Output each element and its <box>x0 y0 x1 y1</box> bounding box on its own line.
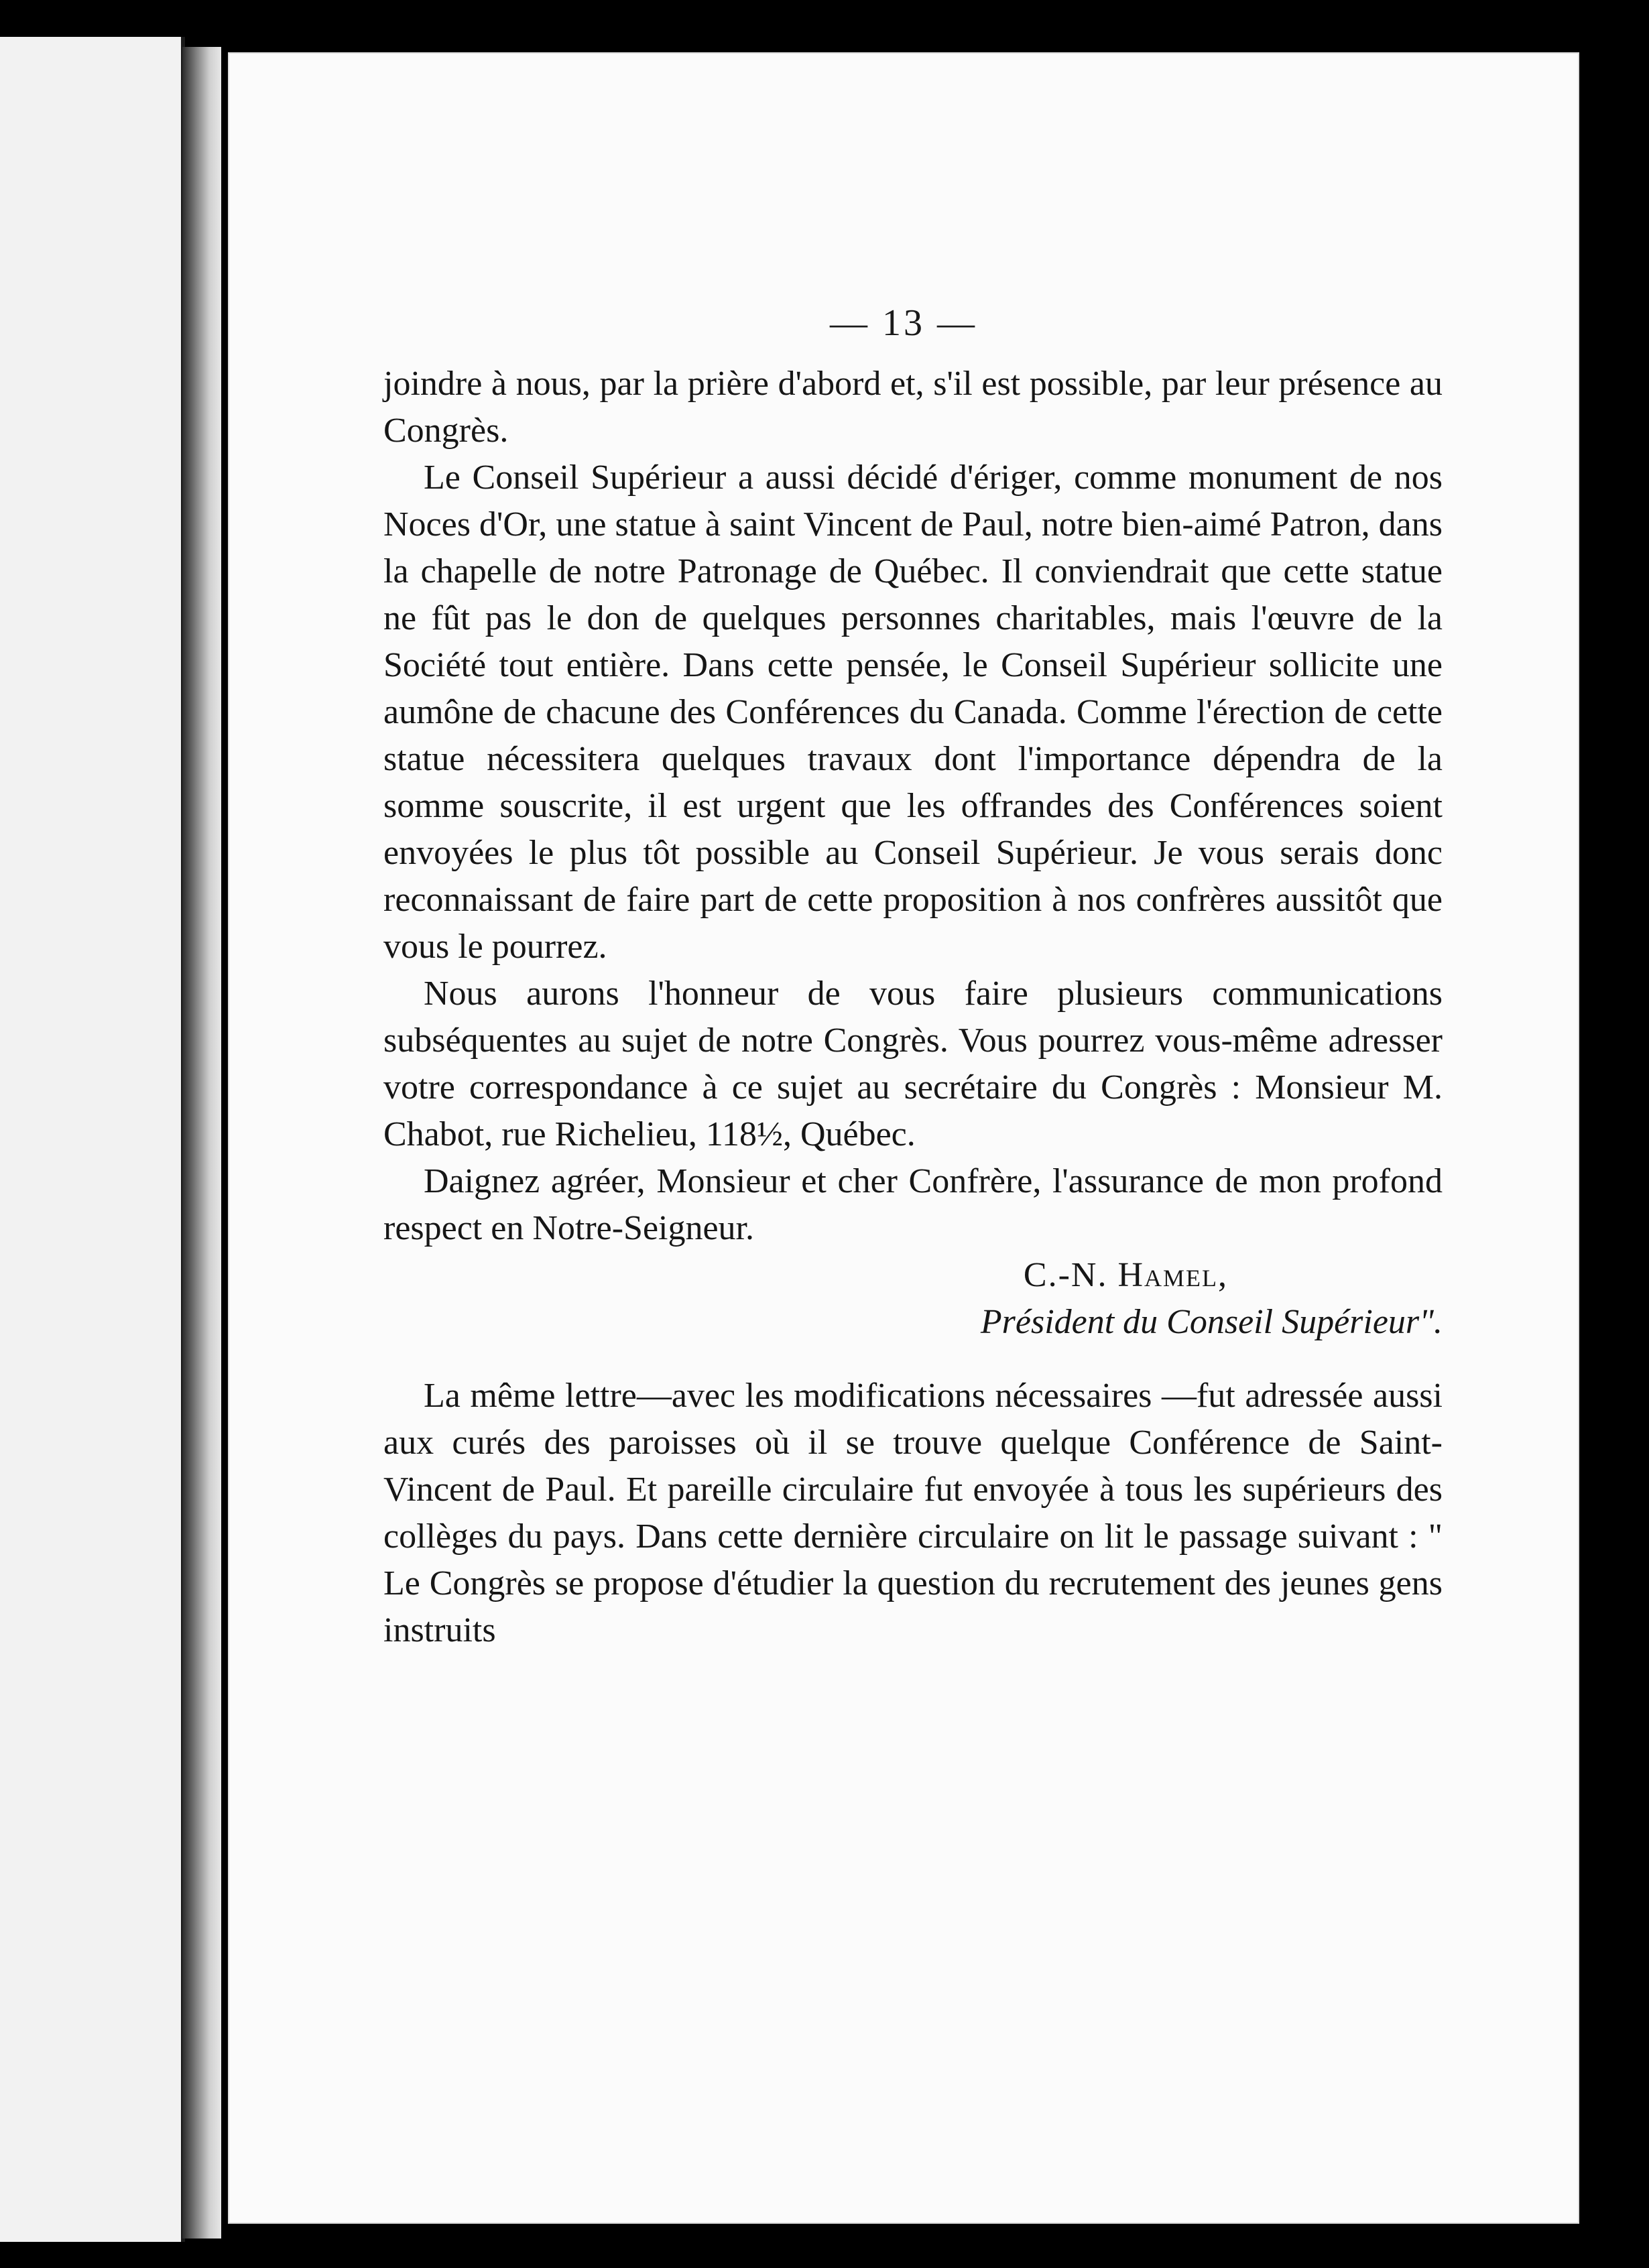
paragraph-2: Le Conseil Supérieur a aussi décidé d'ériger, comme monument de nos Noces d'Or, une statue à saint Vincent de Paul, notre bien-aimé Patron, dans la chapelle de notre Patronage de Québec. Il conviendrait que cette statue ne fût pas le don de quelques personnes charitables, mais l'œuvre de la Société tout entière. Dans cette pensée, le Conseil Supérieur sollicite une aumône de chacune des Conférences du Canada. Comme l'érection de cette statue nécessitera quelques travaux dont l'importance dépendra de la somme souscrite, il est urgent que les offrandes des Conférences soient envoyées le plus tôt possible au Conseil Supérieur. Je vous serais donc reconnaissant de faire part de cette proposition à nos confrères aussitôt que vous le pourrez. <box>383 458 1443 966</box>
paragraph-1: joindre à nous, par la prière d'abord et, s'il est possible, par leur présence au Congrès. <box>383 365 1443 450</box>
page-number: — 13 — <box>830 302 977 344</box>
previous-page-edge <box>0 37 185 2242</box>
signatory-name: C.-N. Hamel, <box>1023 1256 1228 1294</box>
paragraph-4: Daignez agréer, Monsieur et cher Confrère, l'assurance de mon profond respect en Notre-Seigneur. <box>383 1162 1443 1247</box>
book-page <box>228 52 1579 2224</box>
paragraph-3: Nous aurons l'honneur de vous faire plusieurs communications subséquentes au sujet de notre Congrès. Vous pourrez vous-même adresser votre correspondance à ce sujet au secrétaire du Congrès : Monsieur M. Chabot, rue Richelieu, 118½, Québec. <box>383 974 1443 1153</box>
signatory-title: Président du Conseil Supérieur". <box>980 1303 1443 1341</box>
page-gutter-shadow <box>182 47 221 2239</box>
closing-paragraph: La même lettre—avec les modifications nécessaires —fut adressée aussi aux curés des paroisses où il se trouve quelque Conférence de Saint-Vincent de Paul. Et pareille circulaire fut envoyée à tous les supérieurs des collèges du pays. Dans cette dernière circulaire on lit le passage suivant : " Le Congrès se propose d'étudier la question du recrutement des jeunes gens instruits <box>383 1377 1443 1649</box>
body-text <box>383 361 1443 1654</box>
signature-block <box>383 1252 1443 1346</box>
scan-right-border <box>1579 60 1649 2252</box>
